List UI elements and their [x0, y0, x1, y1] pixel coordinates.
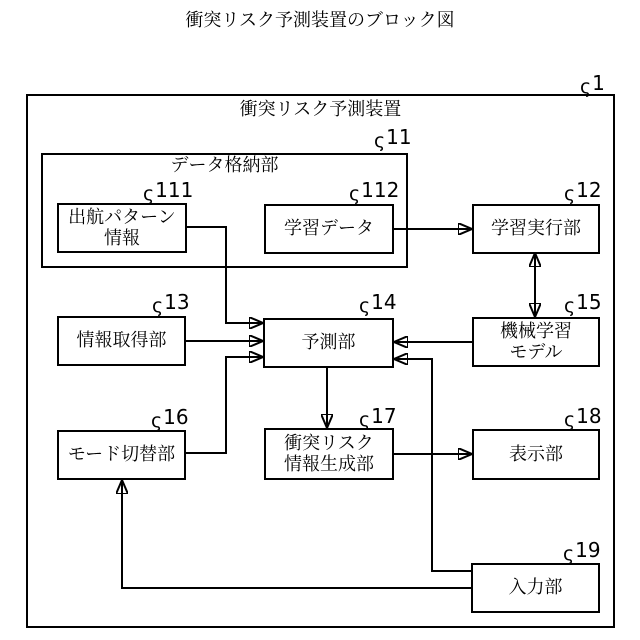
ref-label-112 [349, 178, 400, 205]
ref-label-15 [564, 290, 602, 317]
block-prediction [263, 318, 394, 368]
ref-number-15: 15 [576, 290, 602, 314]
block-info-acquisition [57, 316, 186, 366]
ref-number-112: 112 [361, 178, 400, 202]
ref-number-17: 17 [371, 404, 397, 428]
ref-number-16: 16 [163, 405, 189, 429]
block-departure-pattern-info-label: 出航パターン 情報 [68, 206, 176, 249]
block-input-unit-label: 入力部 [508, 577, 563, 599]
lead-line-squiggle-icon: ς [143, 183, 155, 205]
ref-label-1 [580, 71, 605, 98]
ref-number-1: 1 [592, 71, 605, 95]
block-ml-model [472, 317, 600, 367]
lead-line-squiggle-icon: ς [563, 543, 575, 565]
block-info-acquisition-label: 情報取得部 [76, 330, 167, 352]
ref-label-13 [152, 290, 190, 317]
ref-number-111: 111 [155, 178, 194, 202]
lead-line-squiggle-icon: ς [564, 183, 576, 205]
block-mode-switch [57, 430, 186, 480]
block-training-data-label: 学習データ [284, 218, 374, 240]
block-training-data [264, 204, 394, 254]
figure-title: 衝突リスク予測装置のブロック図 [185, 10, 455, 31]
ref-label-14 [359, 290, 397, 317]
device-title: 衝突リスク予測装置 [239, 99, 402, 120]
lead-line-squiggle-icon: ς [151, 410, 163, 432]
block-display-unit-label: 表示部 [509, 443, 563, 465]
block-data-store-label: データ格納部 [170, 155, 279, 176]
ref-label-19 [563, 538, 601, 565]
lead-line-squiggle-icon: ς [359, 295, 371, 317]
block-mode-switch-label: モード切替部 [67, 444, 176, 466]
block-ml-model-label: 機械学習 モデル [500, 320, 572, 363]
ref-label-11 [374, 125, 412, 152]
lead-line-squiggle-icon: ς [580, 76, 592, 98]
block-prediction-label: 予測部 [301, 332, 356, 354]
block-learning-executor [472, 204, 600, 254]
ref-number-18: 18 [576, 404, 602, 428]
block-input-unit [471, 563, 600, 613]
ref-label-18 [564, 404, 602, 431]
lead-line-squiggle-icon: ς [374, 130, 386, 152]
lead-line-squiggle-icon: ς [152, 295, 164, 317]
block-learning-executor-label: 学習実行部 [491, 218, 581, 240]
block-departure-pattern-info [57, 203, 187, 253]
ref-label-16 [151, 405, 189, 432]
lead-line-squiggle-icon: ς [349, 183, 361, 205]
lead-line-squiggle-icon: ς [359, 409, 371, 431]
ref-label-12 [564, 178, 602, 205]
block-risk-info-generator [264, 428, 394, 480]
ref-number-13: 13 [164, 290, 190, 314]
block-risk-info-generator-label: 衝突リスク 情報生成部 [284, 432, 374, 475]
ref-number-19: 19 [575, 538, 601, 562]
ref-number-12: 12 [576, 178, 602, 202]
lead-line-squiggle-icon: ς [564, 295, 576, 317]
ref-label-17 [359, 404, 397, 431]
ref-label-111 [143, 178, 194, 205]
lead-line-squiggle-icon: ς [564, 409, 576, 431]
ref-number-14: 14 [371, 290, 397, 314]
ref-number-11: 11 [386, 125, 412, 149]
block-display-unit [472, 429, 600, 480]
